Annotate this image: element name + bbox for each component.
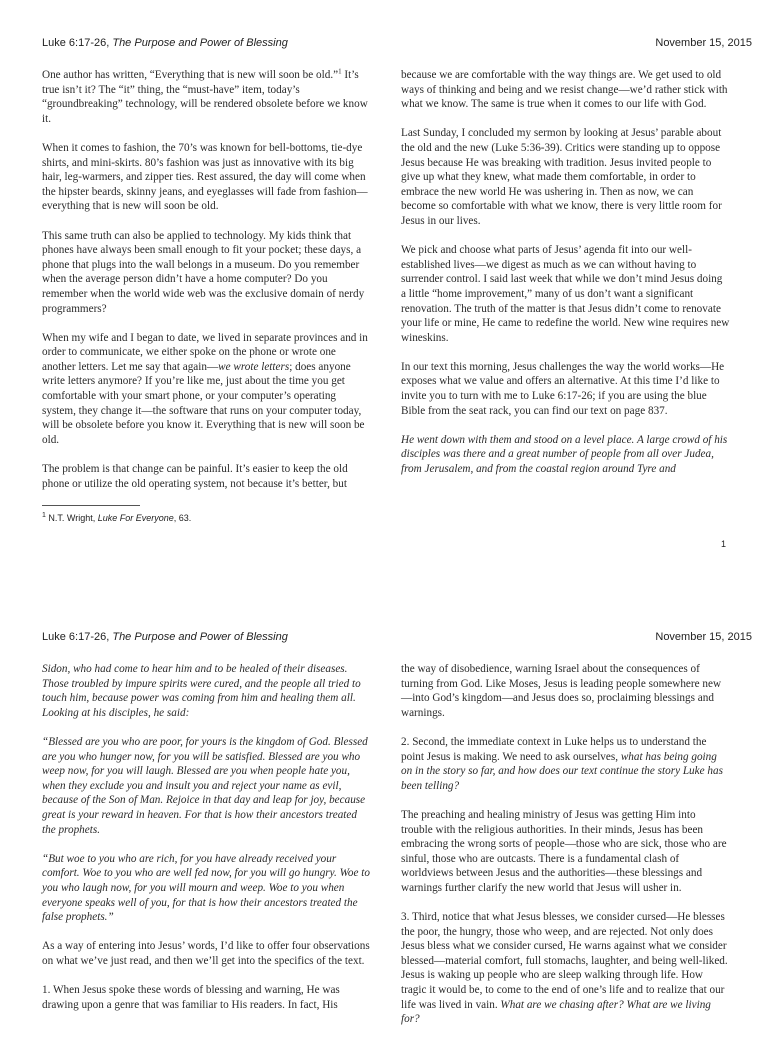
paragraph: One author has written, “Everything that is new will soon be old.”$^1$ It’s true isn’t it? The “it” thing, the “must-have” item, today’s “groundbreaking” technology, will be rendered obsolete before we know it. [42,67,368,125]
paragraph: The preaching and healing ministry of Jesus was getting Him into trouble with the religious authorities. In their minds, Jesus has been embracing the wrong sorts of people—those who are sick, those who are sinful, those who are outcasts. There is a fundamental clash of worldviews between Jesus and the authorities—these blessings and warnings further clarify the new world that Jesus will usher in. [401,808,727,894]
paragraph: 2. Second, the immediate context in Luke helps us to understand the point Jesus is making. We need to ask ourselves, what has being going on in the story so far, and how does our text continue the story Luke has been telling? [401,735,723,792]
document-page-2 [0,594,768,1024]
paragraph: the way of disobedience, warning Israel about the consequences of turning from God. Like Moses, Jesus is leading people somewhere new—into God’s kingdom—and Jesus does so, proclaiming blessings and warnings. [401,663,722,719]
left-column [42,68,371,506]
paragraph: because we are comfortable with the way things are. We get used to old ways of thinking and being and we resist change—we’d rather stick with what we know. The same is true when it comes to our life with God. [401,69,728,111]
paragraph: 3. Third, notice that what Jesus blesses, we consider cursed—He blesses the poor, the hungry, those who weep, and are rejected. Not only does Jesus bless what we consider cursed, He warns against what we consider blessed—material comfort, full stomachs, laughter, and being well-liked. Jesus is waking up people who are sleep walking through life. How tragic it would be, to come to the end of one’s life and to realize that our life was lived in vain. What are we chasing after? What are we living for? [401,911,728,1026]
paragraph: When it comes to fashion, the 70’s was known for bell-bottoms, tie-dye shirts, and mini-skirts. 80’s fashion was just as innovative with its big hair, leg-warmers, and zipper ties. Rest assured, the day will come when the hipster beards, skinny jeans, and eyeglasses will fade from fashion—everything that is new will soon be old. [42,141,368,213]
scripture-quote: He went down with them and stood on a level place. A large crowd of his disciples was there and a great number of people from all over Judea, from Jerusalem, and from the coastal region around Tyre and [401,433,728,476]
paragraph: In our text this morning, Jesus challenges the way the world works—He exposes what we value and offers an alternative. At this time I’d like to invite you to turn with me to Luke 6:17-26; if you are using the blue Bible from the seat rack, you can find our text on page 837. [401,360,725,417]
paragraph: When my wife and I began to date, we lived in separate provinces and in order to communicate, we either spoke on the phone or wrote one another letters. Let me say that again—we wrote letters; does anyone write letters anymore? If you’re like me, just about the time you get comfortable with your smart phone, or your computer’s operating system, they change it—the software that runs on your computer today, will be obsolete before you know it. Everything that is new will soon be old. [42,331,368,446]
scripture-quote: “Blessed are you who are poor, for yours is the kingdom of God. Blessed are you who hunger now, for you will be satisfied. Blessed are you who weep now, for you will laugh. Blessed are you when people hate you, when they exclude you and insult you and reject your name as evil, because of the Son of Man. Rejoice in that day and leap for joy, because great is your reward in heaven. For that is how their ancestors treated the prophets. [42,735,368,836]
paragraph: This same truth can also be applied to technology. My kids think that phones have always been small enough to fit your pocket; these days, a phone that plugs into the wall belongs in a museum. Do you remember when the average person didn’t have a home computer? Do you remember when the world wide web was the exclusive domain of nerdy programmers? [42,229,365,315]
paragraph: 1. When Jesus spoke these words of blessing and warning, He was drawing upon a genre that was familiar to His readers. In fact, His [42,984,340,1011]
right-column [401,68,730,491]
right-column [401,662,730,1041]
page-separator [0,580,768,594]
footnote-marker: 1 [338,67,342,76]
scripture-quote: Sidon, who had come to hear him and to be healed of their diseases. Those troubled by impure spirits were cured, and the people all tried to touch him, because power was coming from him and healing them all. Looking at his disciples, he said: [42,663,361,719]
page-number: 1 [720,539,726,549]
paragraph: The problem is that change can be painful. It’s easier to keep the old phone or utilize the old operating system, not because it’s better, but [42,463,348,490]
scripture-quote: “But woe to you who are rich, for you have already received your comfort. Woe to you who are well fed now, for you will go hungry. Woe to you who laugh now, for you will mourn and weep. Woe to you when everyone speaks well of you, for that is how their ancestors treated the false prophets.” [42,852,370,924]
sermon-title: Luke 6:17-26, The Purpose and Power of Blessing [42,631,288,643]
footnote: $^1$ N.T. Wright, Luke For Everyone, 63. [42,512,192,523]
paragraph: As a way of entering into Jesus’ words, I’d like to offer four observations on what we’ve just read, and then we’ll get into the specifics of the text. [42,940,370,967]
sermon-date: November 15, 2015 [655,37,752,49]
footnote-divider [42,505,140,506]
sermon-title: Luke 6:17-26, The Purpose and Power of Blessing [42,37,288,49]
sermon-date: November 15, 2015 [655,631,752,643]
paragraph: Last Sunday, I concluded my sermon by looking at Jesus’ parable about the old and the new (Luke 5:36-39). Critics were standing up to oppose Jesus because He was breaking with tradition. Jesus invited people to give up what they knew, what made them comfortable, in order to embrace the new world He was ushering in. Then as now, we can become so comfortable with what we know, there is very little room for Jesus in our lives. [401,127,722,227]
left-column [42,662,371,1027]
paragraph: We pick and choose what parts of Jesus’ agenda fit into our well-established lives—we digest as much as we can without having to surrender control. I said last week that while we don’t mind Jesus doing a little “home improvement,” many of us don’t want a significant renovation. The truth of the matter is that Jesus didn’t come to renovate your life or mine, He came to redefine the world. New wine requires new wineskins. [401,244,730,344]
